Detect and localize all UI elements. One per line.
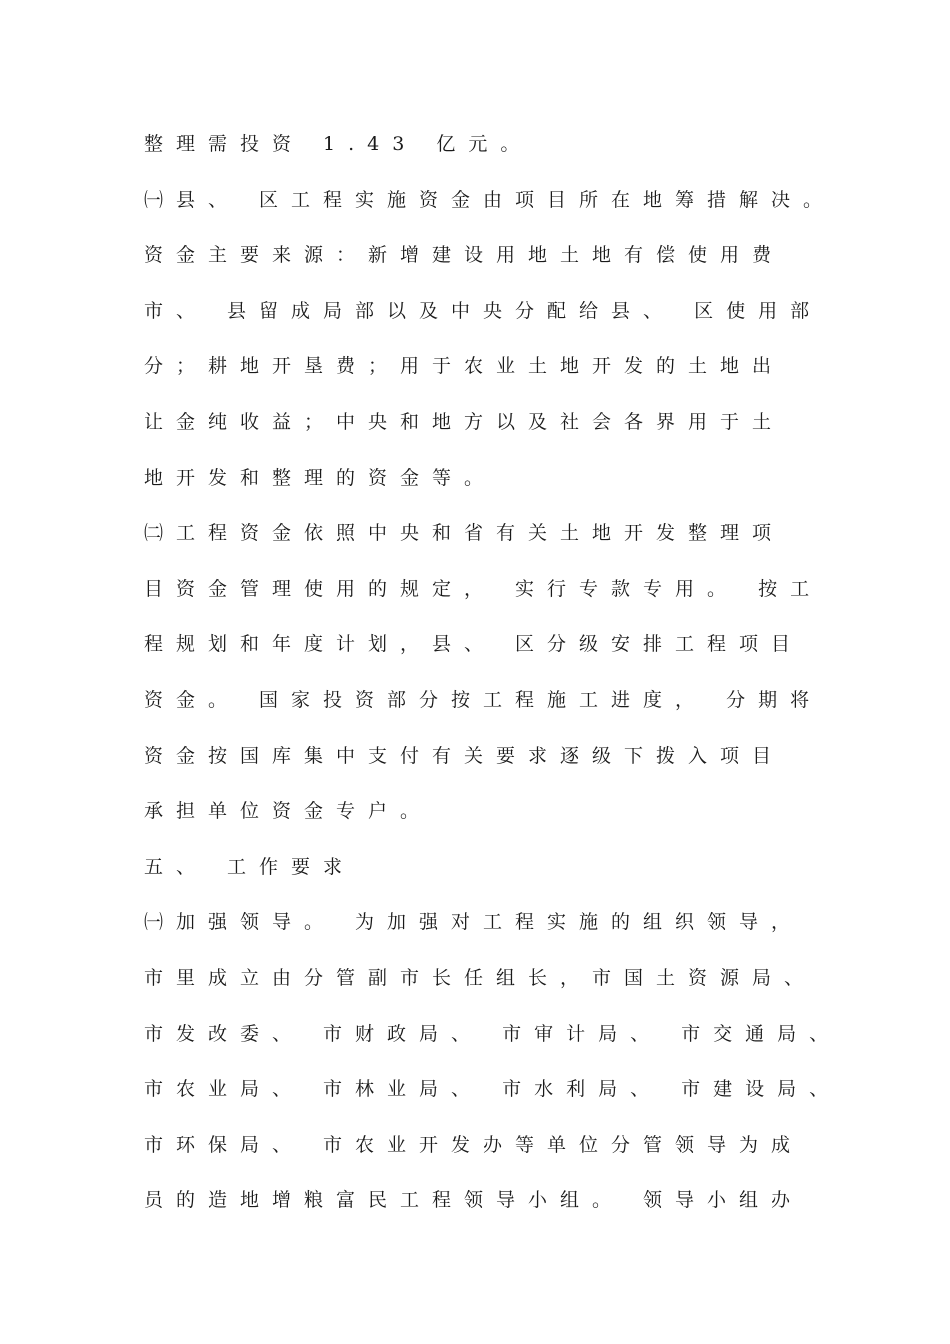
text-line: 程规划和年度计划，县、 区分级安排工程项目 bbox=[144, 633, 804, 656]
text-line: 让金纯收益；中央和地方以及社会各界用于土 bbox=[144, 410, 785, 433]
section-heading: 五、 工作要求 bbox=[144, 855, 356, 878]
text-line: ㈡工程资金依照中央和省有关土地开发整理项 bbox=[144, 522, 785, 545]
text-line: 承担单位资金专户。 bbox=[144, 800, 433, 823]
text-line: ㈠加强领导。 为加强对工程实施的组织领导， bbox=[144, 911, 804, 934]
text-line: 资金。 国家投资部分按工程施工进度， 分期将 bbox=[144, 688, 823, 711]
text-line: 市发改委、 市财政局、 市审计局、 市交通局、 bbox=[144, 1022, 842, 1045]
text-line: 目资金管理使用的规定， 实行专款专用。 按工 bbox=[144, 577, 823, 600]
text-line: 市里成立由分管副市长任组长，市国土资源局、 bbox=[144, 966, 817, 989]
text-line: ㈠县、 区工程实施资金由项目所在地筹措解决。 bbox=[144, 188, 836, 211]
text-line: 整理需投资 1.43 亿元。 bbox=[144, 133, 533, 155]
body-text bbox=[144, 126, 844, 1238]
text-line: 资金主要来源：新增建设用地土地有偿使用费 bbox=[144, 244, 785, 267]
text-line: 市农业局、 市林业局、 市水利局、 市建设局、 bbox=[144, 1078, 842, 1101]
text-line: 员的造地增粮富民工程领导小组。 领导小组办 bbox=[144, 1189, 804, 1212]
text-line: 分；耕地开垦费；用于农业土地开发的土地出 bbox=[144, 355, 785, 378]
text-line: 市、 县留成局部以及中央分配给县、 区使用部 bbox=[144, 299, 823, 322]
text-line: 市环保局、 市农业开发办等单位分管领导为成 bbox=[144, 1133, 804, 1156]
text-line: 地开发和整理的资金等。 bbox=[144, 466, 497, 489]
text-line: 资金按国库集中支付有关要求逐级下拨入项目 bbox=[144, 744, 785, 767]
